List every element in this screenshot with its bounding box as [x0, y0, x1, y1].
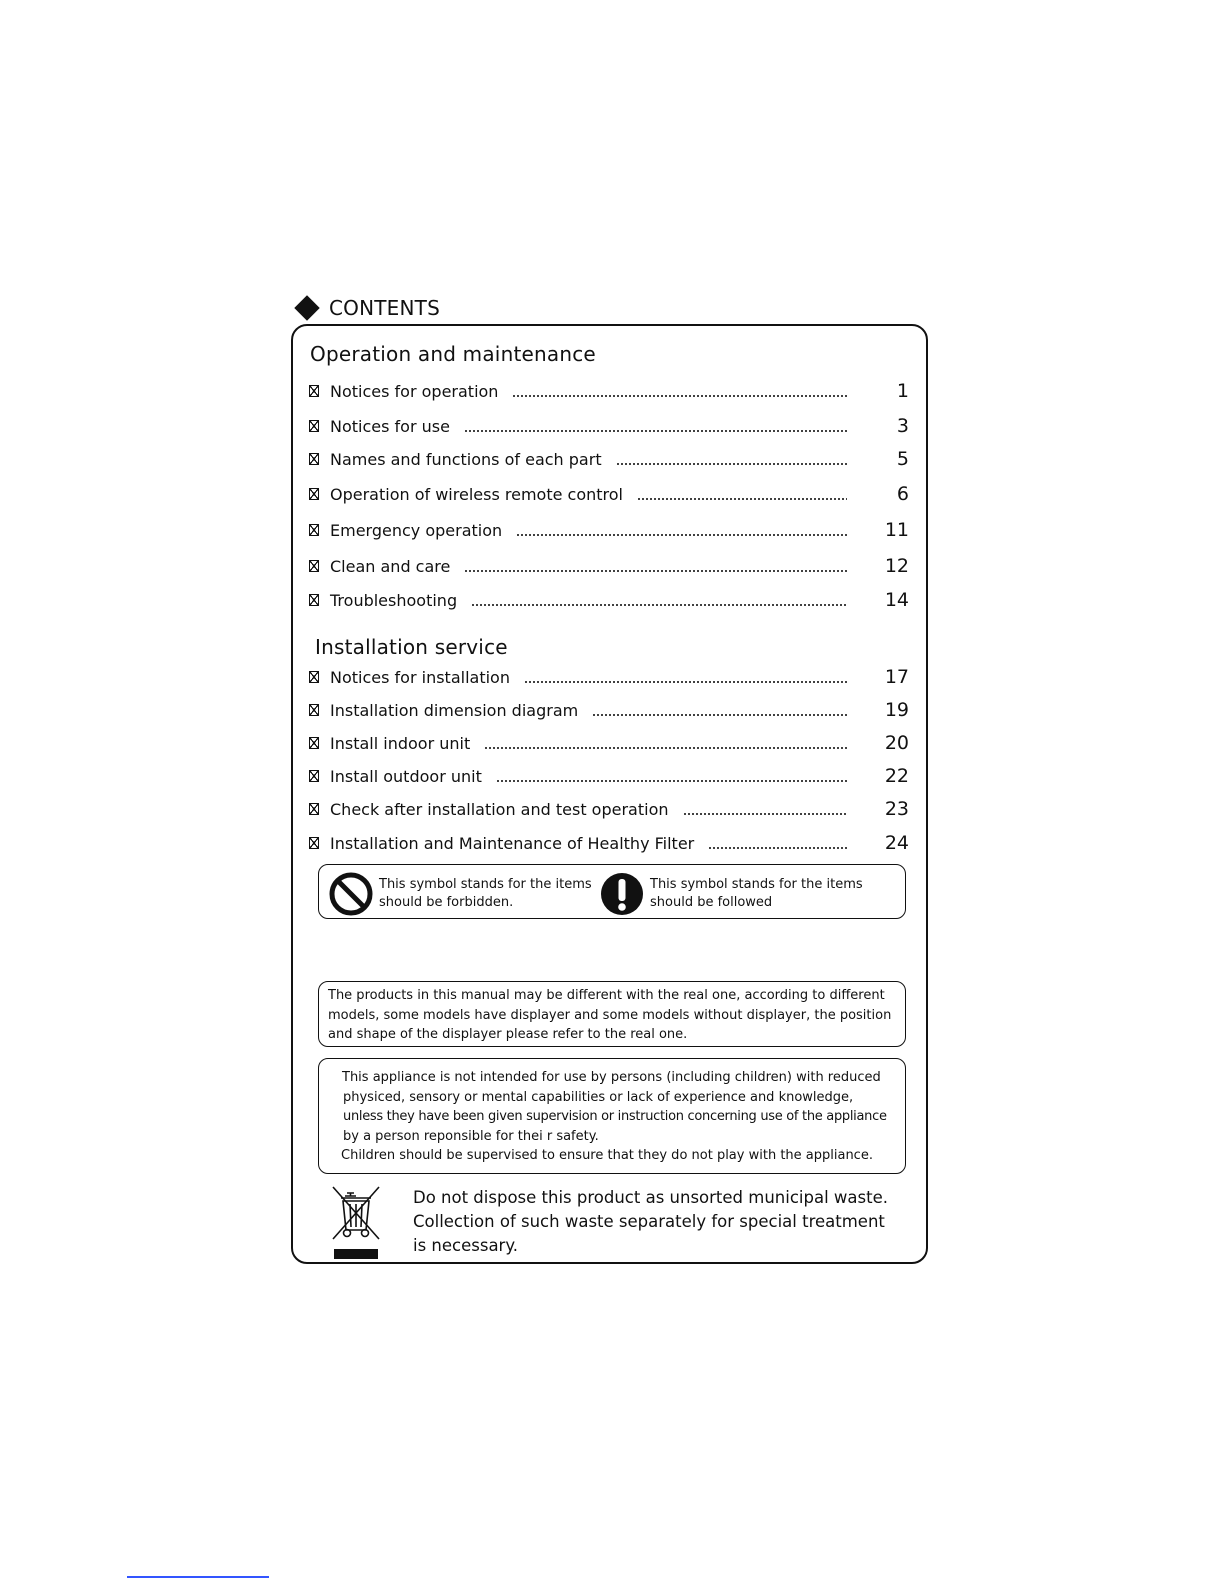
product-note: [318, 981, 906, 1047]
disposal-text: [413, 1186, 888, 1258]
product-note-line: models, some models have displayer and some models without displayer, the position: [328, 1007, 892, 1023]
checkbox-bullet-icon: [309, 488, 319, 500]
toc-item-page: 22: [884, 765, 909, 787]
toc-item-page: 14: [884, 589, 909, 611]
toc-item-label: Operation of wireless remote control: [330, 484, 623, 504]
dot-leader: [512, 395, 847, 397]
toc-item[interactable]: [309, 830, 909, 856]
toc-item[interactable]: [309, 730, 909, 756]
toc-item-label: Installation dimension diagram: [330, 700, 579, 720]
appliance-note-line: physiced, sensory or mental capabilities or lack of experience and knowledge,: [343, 1089, 854, 1105]
toc-item[interactable]: [309, 446, 909, 472]
appliance-note-line: unless they have been given supervision or instruction concerning use of the appliance: [343, 1109, 887, 1124]
toc-item[interactable]: [309, 763, 909, 789]
legend-followed-line2: should be followed: [650, 895, 773, 910]
legend-followed: [599, 871, 863, 917]
checkbox-bullet-icon: [309, 737, 319, 749]
toc-item[interactable]: [309, 517, 909, 543]
toc-item-label: Notices for use: [330, 416, 450, 436]
symbol-legend: [318, 864, 906, 919]
checkbox-bullet-icon: [309, 560, 319, 572]
legend-followed-line1: This symbol stands for the items: [650, 877, 863, 892]
toc-item-label: Check after installation and test operation: [330, 799, 669, 819]
toc-item-page: 20: [884, 732, 909, 754]
toc-item-page: 17: [884, 666, 909, 688]
toc-item-label: Install indoor unit: [330, 733, 471, 753]
checkbox-bullet-icon: [309, 837, 319, 849]
toc-item-page: 1: [896, 380, 909, 402]
dot-leader: [616, 463, 847, 465]
dot-leader: [683, 813, 848, 815]
checkbox-bullet-icon: [309, 803, 319, 815]
toc-item-label: Installation and Maintenance of Healthy Filter: [330, 833, 695, 853]
checkbox-bullet-icon: [309, 524, 319, 536]
checkbox-bullet-icon: [309, 385, 319, 397]
toc-item-label: Notices for operation: [330, 381, 499, 401]
dot-leader: [471, 604, 847, 606]
checkbox-bullet-icon: [309, 671, 319, 683]
product-note-line: and shape of the displayer please refer to the real one.: [328, 1027, 688, 1042]
dot-leader: [484, 747, 847, 749]
toc-item-label: Clean and care: [330, 556, 451, 576]
contents-heading: [293, 292, 440, 324]
toc-item[interactable]: [309, 553, 909, 579]
toc-item-label: Emergency operation: [330, 520, 503, 540]
exclamation-icon: [599, 871, 645, 917]
toc-item[interactable]: [309, 378, 909, 404]
toc-item[interactable]: [309, 481, 909, 507]
disposal-line: Do not dispose this product as unsorted municipal waste.: [413, 1188, 888, 1207]
dot-leader: [516, 534, 847, 536]
section-title-installation: Installation service: [315, 635, 508, 659]
disposal-line: is necessary.: [413, 1236, 519, 1255]
crossed-out-bin-icon: [330, 1186, 382, 1262]
contents-title: CONTENTS: [329, 296, 440, 320]
toc-item-page: 3: [896, 415, 909, 437]
checkbox-bullet-icon: [309, 594, 319, 606]
toc-item[interactable]: [309, 697, 909, 723]
diamond-bullet-icon: [294, 295, 319, 320]
appliance-note-line: Children should be supervised to ensure that they do not play with the appliance.: [341, 1148, 873, 1163]
toc-item-page: 24: [884, 832, 909, 854]
product-note-line: The products in this manual may be different with the real one, according to different: [328, 988, 885, 1003]
checkbox-bullet-icon: [309, 704, 319, 716]
legend-forbidden-line1: This symbol stands for the items: [379, 877, 592, 892]
toc-item-page: 5: [896, 448, 909, 470]
toc-item-label: Notices for installation: [330, 667, 510, 687]
dot-leader: [464, 570, 847, 572]
section-title-operation: Operation and maintenance: [310, 342, 596, 366]
legend-forbidden-line2: should be forbidden.: [379, 895, 514, 910]
checkbox-bullet-icon: [309, 453, 319, 465]
toc-item-label: Install outdoor unit: [330, 766, 482, 786]
footer-rule: [127, 1576, 269, 1578]
checkbox-bullet-icon: [309, 420, 319, 432]
toc-item[interactable]: [309, 664, 909, 690]
legend-forbidden: [328, 871, 592, 917]
toc-item-label: Names and functions of each part: [330, 449, 602, 469]
toc-item-page: 12: [884, 555, 909, 577]
appliance-note-line: This appliance is not intended for use by persons (including children) with reduced: [342, 1070, 881, 1085]
toc-item-page: 23: [884, 798, 909, 820]
toc-item[interactable]: [309, 587, 909, 613]
appliance-note-line: by a person reponsible for thei r safety.: [343, 1128, 599, 1144]
toc-item-page: 19: [884, 699, 909, 721]
toc-item-page: 6: [896, 483, 909, 505]
toc-item[interactable]: [309, 796, 909, 822]
toc-item[interactable]: [309, 413, 909, 439]
toc-item-label: Troubleshooting: [330, 590, 458, 610]
dot-leader: [708, 847, 847, 849]
checkbox-bullet-icon: [309, 770, 319, 782]
disposal-line: Collection of such waste separately for special treatment: [413, 1212, 885, 1231]
dot-leader: [496, 780, 847, 782]
appliance-note: [318, 1058, 906, 1174]
disposal-notice: [330, 1186, 890, 1260]
dot-leader: [524, 681, 847, 683]
dot-leader: [464, 430, 847, 432]
prohibited-icon: [328, 871, 374, 917]
toc-item-page: 11: [884, 519, 909, 541]
dot-leader: [637, 498, 847, 500]
dot-leader: [592, 714, 847, 716]
